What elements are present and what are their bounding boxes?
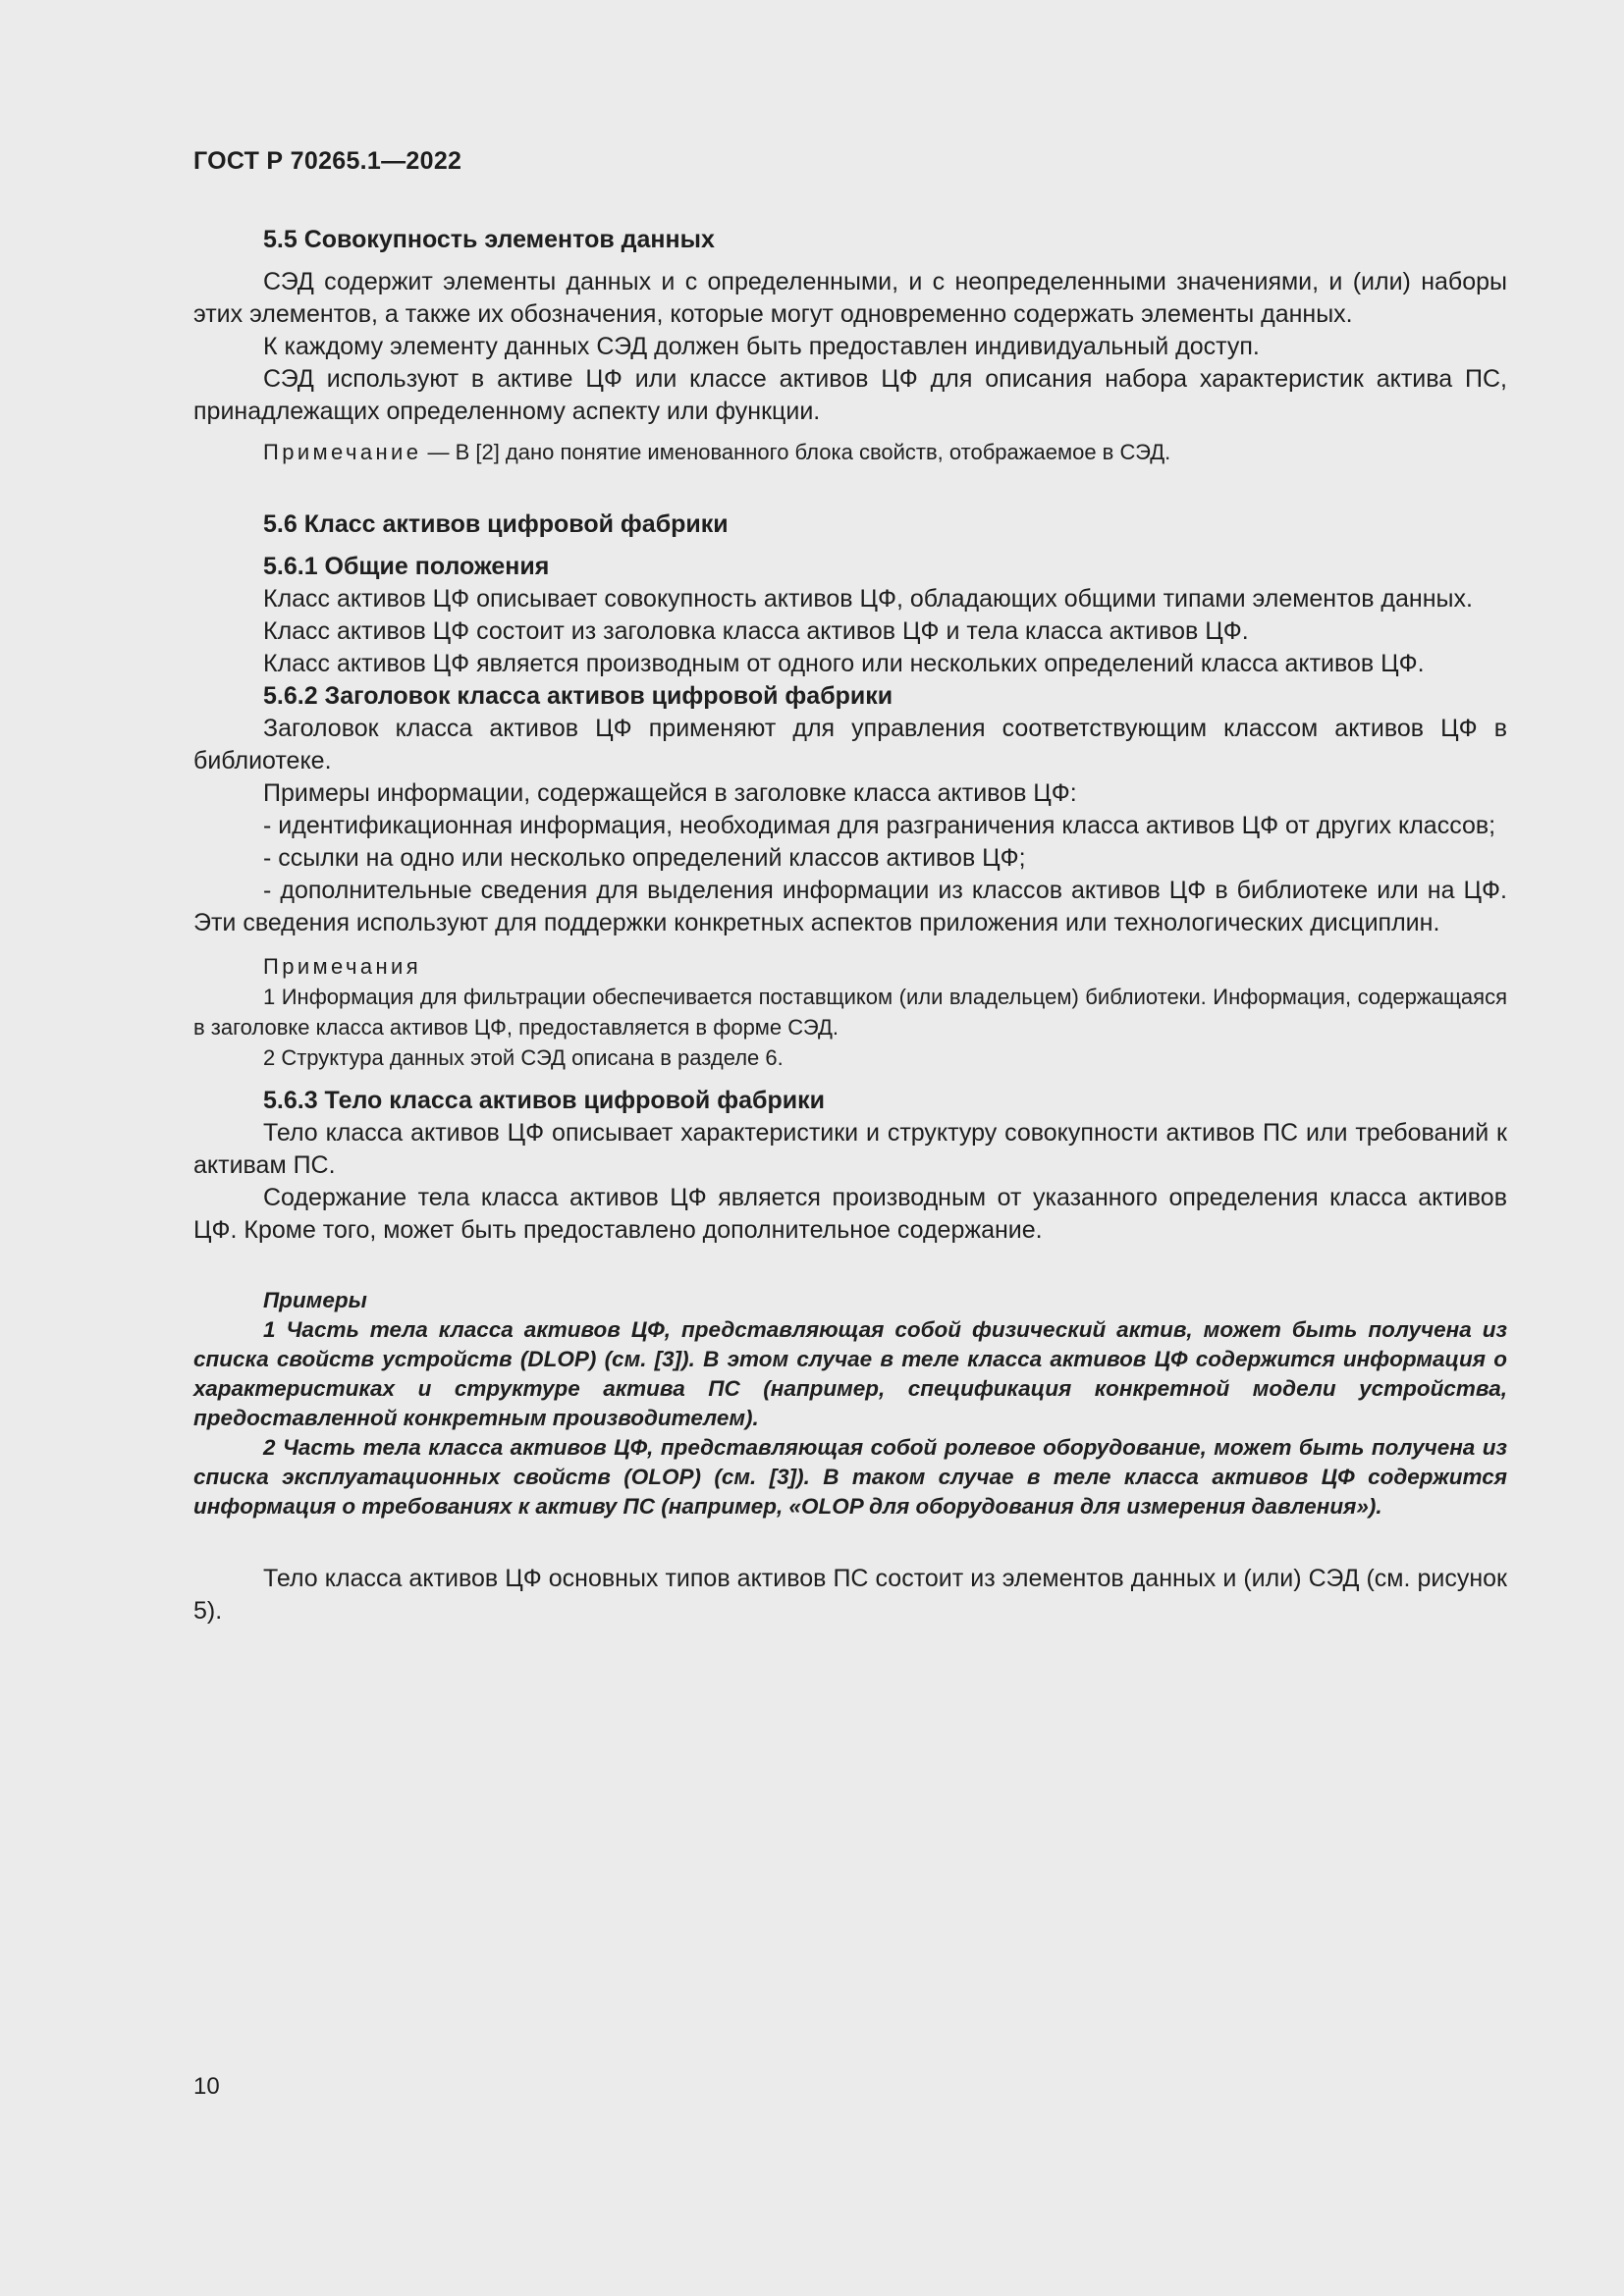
list-item: - дополнительные сведения для выделения информации из классов активов ЦФ в библиотеке или на ЦФ. Эти сведения используют для поддержки конкретных аспектов приложения или технологических дисциплин. (193, 877, 1507, 936)
subsection-heading-5-6-2: 5.6.2 Заголовок класса активов цифровой фабрики (263, 682, 893, 710)
paragraph: Класс активов ЦФ является производным от одного или нескольких определений класса активов ЦФ. (263, 650, 1425, 677)
paragraph: СЭД используют в активе ЦФ или классе активов ЦФ для описания набора характеристик актива ПС, принадлежащих определенному аспекту или функции. (193, 365, 1507, 425)
paragraph: Класс активов ЦФ описывает совокупность активов ЦФ, обладающих общими типами элементов данных. (263, 585, 1473, 613)
page-number: 10 (193, 2073, 220, 2100)
notes-title: Примечания (263, 954, 422, 979)
list-item: - ссылки на одно или несколько определений классов активов ЦФ; (263, 844, 1026, 872)
paragraph: Заголовок класса активов ЦФ применяют для управления соответствующим классом активов ЦФ в библиотеке. (193, 715, 1507, 774)
document-id-header: ГОСТ Р 70265.1—2022 (193, 147, 462, 175)
note-label: Примечание (263, 440, 422, 464)
list-item: - идентификационная информация, необходимая для разграничения класса активов ЦФ от других классов; (263, 812, 1496, 839)
notes-block (193, 951, 1507, 1073)
example-item: 2 Часть тела класса активов ЦФ, представляющая собой ролевое оборудование, может быть получена из списка эксплуатационных свойств (OLOP) (см. [3]). В таком случае в теле класса активов ЦФ содержится информация о требованиях к активу ПС (например, «OLOP для оборудования для измерения давления»). (193, 1435, 1507, 1519)
examples-block (193, 1286, 1507, 1522)
section-heading-5-6: 5.6 Класс активов цифровой фабрики (263, 510, 729, 538)
note-text: — В [2] дано понятие именованного блока свойств, отображаемое в СЭД. (421, 440, 1171, 464)
paragraph: К каждому элементу данных СЭД должен быть предоставлен индивидуальный доступ. (263, 333, 1260, 360)
paragraph: Примеры информации, содержащейся в заголовке класса активов ЦФ: (263, 779, 1077, 807)
note-item: 2 Структура данных этой СЭД описана в разделе 6. (263, 1045, 784, 1070)
page-content (193, 224, 1507, 1628)
paragraph: СЭД содержит элементы данных и с определенными, и с неопределенными значениями, и (или) наборы этих элементов, а также их обозначения, которые могут одновременно содержать элементы данных. (193, 268, 1507, 328)
example-item: 1 Часть тела класса активов ЦФ, представляющая собой физический актив, может быть получена из списка свойств устройств (DLOP) (см. [3]). В этом случае в теле класса активов ЦФ содержится информация о характеристиках и структуре актива ПС (например, спецификация конкретной модели устройства, предоставленной конкретным производителем). (193, 1317, 1507, 1430)
section-heading-5-5: 5.5 Совокупность элементов данных (263, 226, 715, 253)
note (193, 438, 1507, 467)
paragraph: Класс активов ЦФ состоит из заголовка класса активов ЦФ и тела класса активов ЦФ. (263, 617, 1249, 645)
examples-title: Примеры (263, 1288, 367, 1312)
subsection-heading-5-6-1: 5.6.1 Общие положения (263, 553, 550, 580)
paragraph: Содержание тела класса активов ЦФ является производным от указанного определения класса активов ЦФ. Кроме того, может быть предоставлено дополнительное содержание. (193, 1184, 1507, 1244)
note-item: 1 Информация для фильтрации обеспечивается поставщиком (или владельцем) библиотеки. Информация, содержащаяся в заголовке класса активов ЦФ, предоставляется в форме СЭД. (193, 985, 1507, 1040)
subsection-heading-5-6-3: 5.6.3 Тело класса активов цифровой фабрики (263, 1087, 825, 1114)
paragraph: Тело класса активов ЦФ описывает характеристики и структуру совокупности активов ПС или требований к активам ПС. (193, 1119, 1507, 1179)
closing-paragraph: Тело класса активов ЦФ основных типов активов ПС состоит из элементов данных и (или) СЭД (см. рисунок 5). (193, 1565, 1507, 1625)
